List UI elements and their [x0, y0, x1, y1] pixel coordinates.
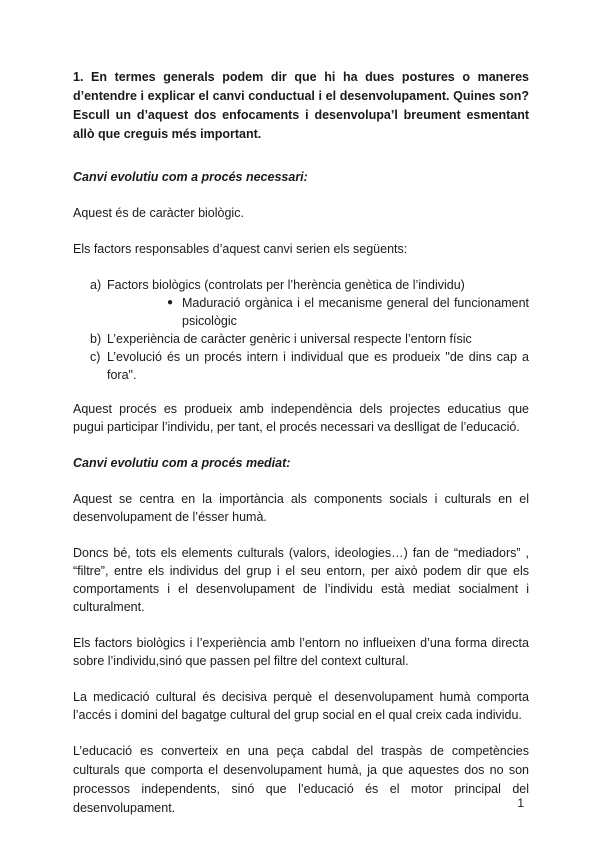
paragraph: Els factors responsables d’aquest canvi serien els següents: — [73, 242, 408, 256]
paragraph: La medicació cultural és decisiva perquè el desenvolupament humà comporta l’accés i domini del bagatge cultural del grup social en el qual creix cada individu. — [73, 690, 529, 722]
sublist-item — [164, 294, 529, 330]
paragraph: L’educació es converteix en una peça cabdal del traspàs de competències culturals que comporta el desenvolupament humà, ja que aquestes dos no son processos independents, sinó que l’educació és el motor principal del desenvolupament. — [73, 744, 529, 815]
question-text: 1. En termes generals podem dir que hi ha dues postures o maneres d’entendre i explicar el canvi conductual i el desenvolupament. Quines son? Escull un d’aquest dos enfocaments i desenvolupa’l breument esmentant allò que creguis més important. — [73, 70, 529, 141]
list-item — [90, 276, 529, 330]
bullet-icon: ● — [167, 297, 174, 308]
factors-list — [73, 276, 529, 384]
list-item-text: L’experiència de caràcter genèric i universal respecte l’entorn físic — [107, 332, 472, 346]
paragraph: Aquest se centra en la importància als components socials i culturals en el desenvolupament de l’ésser humà. — [73, 492, 529, 524]
section-heading-necessari: Canvi evolutiu com a procés necessari: — [73, 170, 308, 184]
section-heading-mediat: Canvi evolutiu com a procés mediat: — [73, 456, 291, 470]
list-marker: b) — [90, 332, 102, 346]
document-page — [73, 68, 529, 836]
sublist — [107, 294, 529, 330]
paragraph: Aquest procés es produeix amb independència dels projectes educatius que pugui participar l’individu, per tant, el procés necessari va deslligat de l’educació. — [73, 402, 529, 434]
paragraph: Aquest és de caràcter biològic. — [73, 206, 244, 220]
list-item-text: Factors biològics (controlats per l’herència genètica de l’individu) — [107, 278, 465, 292]
paragraph: Els factors biològics i l’experiència amb l’entorn no influeixen d’una forma directa sobre l’individu,sinó que passen pel filtre del context cultural. — [73, 636, 529, 668]
list-marker: c) — [90, 350, 101, 364]
list-item-text: L’evolució és un procés intern i individual que es produeix "de dins cap a fora". — [107, 350, 529, 382]
sublist-item-text: Maduració orgànica i el mecanisme general del funcionament psicològic — [182, 296, 529, 328]
list-marker: a) — [90, 278, 102, 292]
page-number: 1 — [517, 796, 524, 810]
list-item — [90, 348, 529, 384]
list-item — [90, 330, 529, 348]
paragraph: Doncs bé, tots els elements culturals (valors, ideologies…) fan de “mediadors” , “filtre”, entre els individus del grup i el seu entorn, per això podem dir que els comportaments i el desenvolupament de l’individu està mediat socialment i culturalment. — [73, 546, 529, 614]
